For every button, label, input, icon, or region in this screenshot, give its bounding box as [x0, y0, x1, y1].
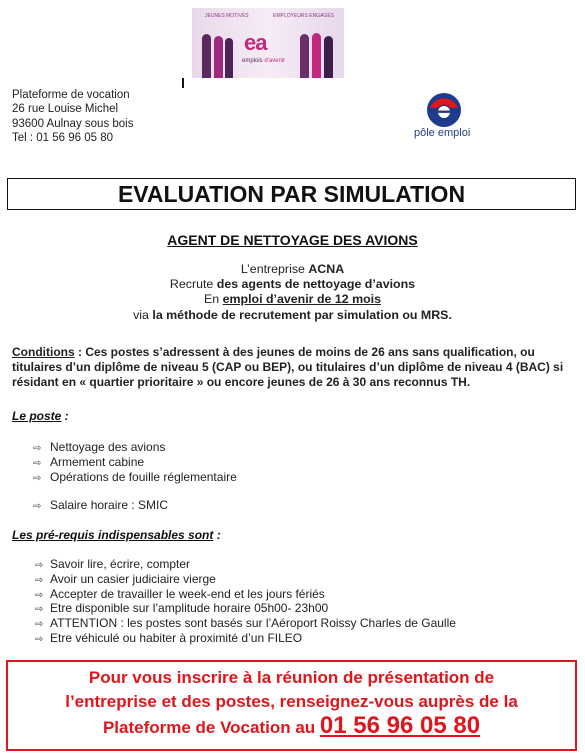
conditions-label: Conditions — [12, 345, 75, 359]
address-block — [12, 88, 133, 145]
intro-line: L’entreprise ACNA — [240, 262, 345, 276]
intro-block — [0, 262, 585, 323]
banner-tag-left: JEUNES MOTIVÉS — [205, 13, 249, 19]
callout-line: Plateforme de Vocation au 01 56 96 05 80 — [102, 712, 481, 739]
person-figure-3 — [225, 38, 233, 78]
pole-emploi-logo-text: pôle emploi — [414, 127, 471, 139]
person-figure-2 — [214, 36, 223, 78]
person-figure-4 — [300, 34, 309, 78]
arrow-bullet-icon: ⇨ — [35, 574, 44, 586]
registration-callout — [6, 660, 577, 751]
page-title: EVALUATION PAR SIMULATION — [7, 178, 576, 210]
list-item: ⇨ ATTENTION : les postes sont basés sur l’Aéroport Roissy Charles de Gaulle — [35, 616, 456, 631]
poste-list — [33, 440, 237, 484]
list-item: ⇨ Etre véhiculé ou habiter à proximité d’un FILEO — [35, 631, 456, 646]
list-item: ⇨ Nettoyage des avions — [33, 440, 237, 455]
callout-phone-number: 01 56 96 05 80 — [319, 712, 481, 739]
arrow-bullet-icon: ⇨ — [33, 457, 42, 469]
list-item: ⇨ Accepter de travailler le week-end et les jours fériés — [35, 587, 456, 602]
intro-line: En emploi d’avenir de 12 mois — [204, 292, 381, 307]
arrow-bullet-icon: ⇨ — [33, 443, 42, 454]
person-figure-1 — [202, 34, 211, 78]
callout-line: l’entreprise et des postes, renseignez-vous auprès de la — [65, 692, 518, 711]
prerequis-heading: Les pré-requis indispensables sont : — [12, 528, 221, 542]
arrow-bullet-icon: ⇨ — [35, 560, 44, 571]
poste-heading: Le poste : — [12, 409, 69, 423]
text-cursor — [182, 78, 184, 88]
intro-line: via la méthode de recrutement par simulation ou MRS. — [133, 307, 452, 322]
job-title: AGENT DE NETTOYAGE DES AVIONS — [167, 232, 418, 248]
prerequis-list — [35, 557, 456, 646]
person-figure-6 — [324, 36, 333, 78]
list-item: ⇨ Savoir lire, écrire, compter — [35, 557, 456, 572]
list-item: ⇨ Avoir un casier judiciaire vierge — [35, 572, 456, 587]
list-item: ⇨ Salaire horaire : SMIC — [33, 498, 168, 513]
list-item: ⇨ Armement cabine — [33, 455, 237, 470]
pole-emploi-logo-icon — [424, 90, 464, 130]
emplois-avenir-logo-icon: ea — [244, 30, 267, 55]
emplois-avenir-logo-text: emplois d'avenir — [242, 58, 286, 64]
emplois-avenir-banner — [192, 8, 344, 78]
salary-list — [33, 498, 168, 513]
conditions-text: : Ces postes s’adressent à des jeunes de moins de 26 ans sans qualification, ou titulaires d’un diplôme de niveau 5 (CAP ou BEP), ou titulaires d’un diplôme de niveau 4 (BAC) si résidant en « quartier prioritaire » ou encore jeunes de 26 à 30 ans reconnus TH. — [12, 345, 564, 390]
arrow-bullet-icon: ⇨ — [35, 604, 44, 616]
address-phone: Tel : 01 56 96 05 80 — [12, 131, 114, 144]
list-item: ⇨ Opérations de fouille réglementaire — [33, 470, 237, 485]
callout-line: Pour vous inscrire à la réunion de présentation de — [88, 668, 495, 687]
arrow-bullet-icon: ⇨ — [35, 619, 44, 631]
person-figure-5 — [312, 33, 321, 78]
arrow-bullet-icon: ⇨ — [35, 589, 44, 601]
address-line: 93600 Aulnay sous bois — [12, 117, 134, 130]
arrow-bullet-icon: ⇨ — [35, 633, 44, 645]
arrow-bullet-icon: ⇨ — [33, 472, 42, 484]
intro-line: Recrute des agents de nettoyage d’avions — [169, 277, 416, 292]
conditions-paragraph — [12, 345, 577, 391]
banner-tag-right: EMPLOYEURS ENGAGÉS — [273, 13, 334, 19]
arrow-bullet-icon: ⇨ — [33, 501, 42, 512]
list-item: ⇨ Etre disponible sur l’amplitude horaire 05h00- 23h00 — [35, 601, 456, 616]
address-line: 26 rue Louise Michel — [12, 103, 119, 116]
address-line: Plateforme de vocation — [12, 89, 130, 101]
